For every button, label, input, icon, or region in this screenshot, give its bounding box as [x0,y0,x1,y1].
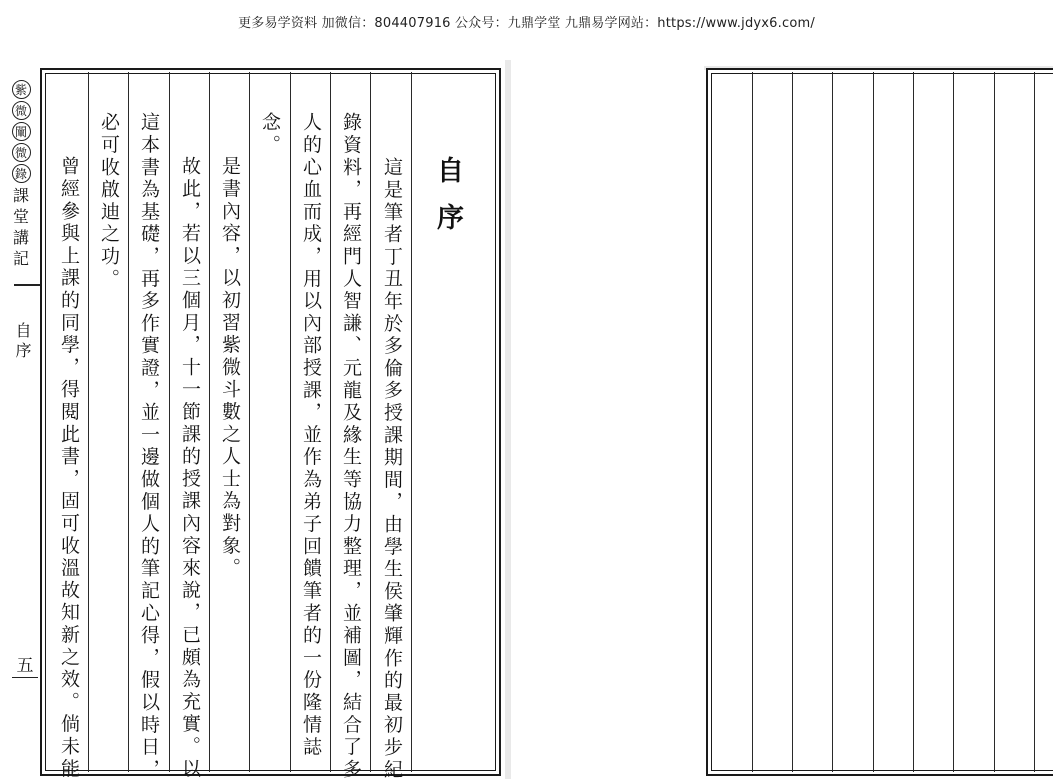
column-rule [752,72,753,772]
column-rule [1034,72,1035,772]
title-char-circled: 錄 [12,164,31,183]
column-rule [913,72,914,772]
watermark-text: 更多易学资料 加微信：804407916 公众号：九鼎学堂 九鼎易学网站：https://www.jdyx6.com/ [238,16,815,31]
section-divider [14,284,40,286]
right-page-inner-border [711,73,1053,771]
column-rule [792,72,793,772]
title-char-circled: 微 [12,143,31,162]
section-label: 自序 [13,322,32,362]
column-rule [88,72,89,772]
title-char-circled: 紫 [12,80,31,99]
right-page-frame [706,68,1053,776]
column-rule [411,72,412,772]
text-column: 這是筆者丁丑年於多倫多授課期間，由學生侯肇輝作的最初步紀 [381,157,403,781]
column-rule [953,72,954,772]
column-rule [249,72,250,772]
preface-title: 自序 [432,156,463,250]
text-column: 是書內容，以初習紫微斗數之人士為對象。 [219,156,241,580]
title-char: 堂 [12,207,29,226]
title-char-circled: 微 [12,101,31,120]
column-rule [169,72,170,772]
book-title-vertical [6,80,36,269]
text-column: 必可收啟迪之功。 [98,112,120,291]
text-column: 這本書為基礎，再多作實證，並一邊做個人的筆記心得，假以時日， [138,112,160,781]
title-char: 課 [12,186,29,205]
column-rule [330,72,331,772]
column-rule [370,72,371,772]
text-column: 人的心血而成，用以內部授課，並作為弟子回饋筆者的一份隆情誌 [300,112,322,759]
text-column: 念。 [259,112,281,157]
page-number: 五 [12,651,38,678]
text-column: 錄資料，再經門人智謙、元龍及緣生等協力整理，並補圖，結合了多 [340,112,362,781]
text-column: 故此，若以三個月，十一節課的授課內容來說，已頗為充實。以 [179,156,201,781]
column-rule [209,72,210,772]
column-rule [290,72,291,772]
title-char-circled: 闡 [12,122,31,141]
column-rule [832,72,833,772]
column-rule [994,72,995,772]
title-char: 記 [12,249,29,268]
column-rule [873,72,874,772]
text-column: 曾經參與上課的同學，得閱此書，固可收溫故知新之效。倘未能 [58,156,80,781]
title-char: 講 [12,228,29,247]
page-gutter-shadow [505,60,511,779]
column-rule [128,72,129,772]
